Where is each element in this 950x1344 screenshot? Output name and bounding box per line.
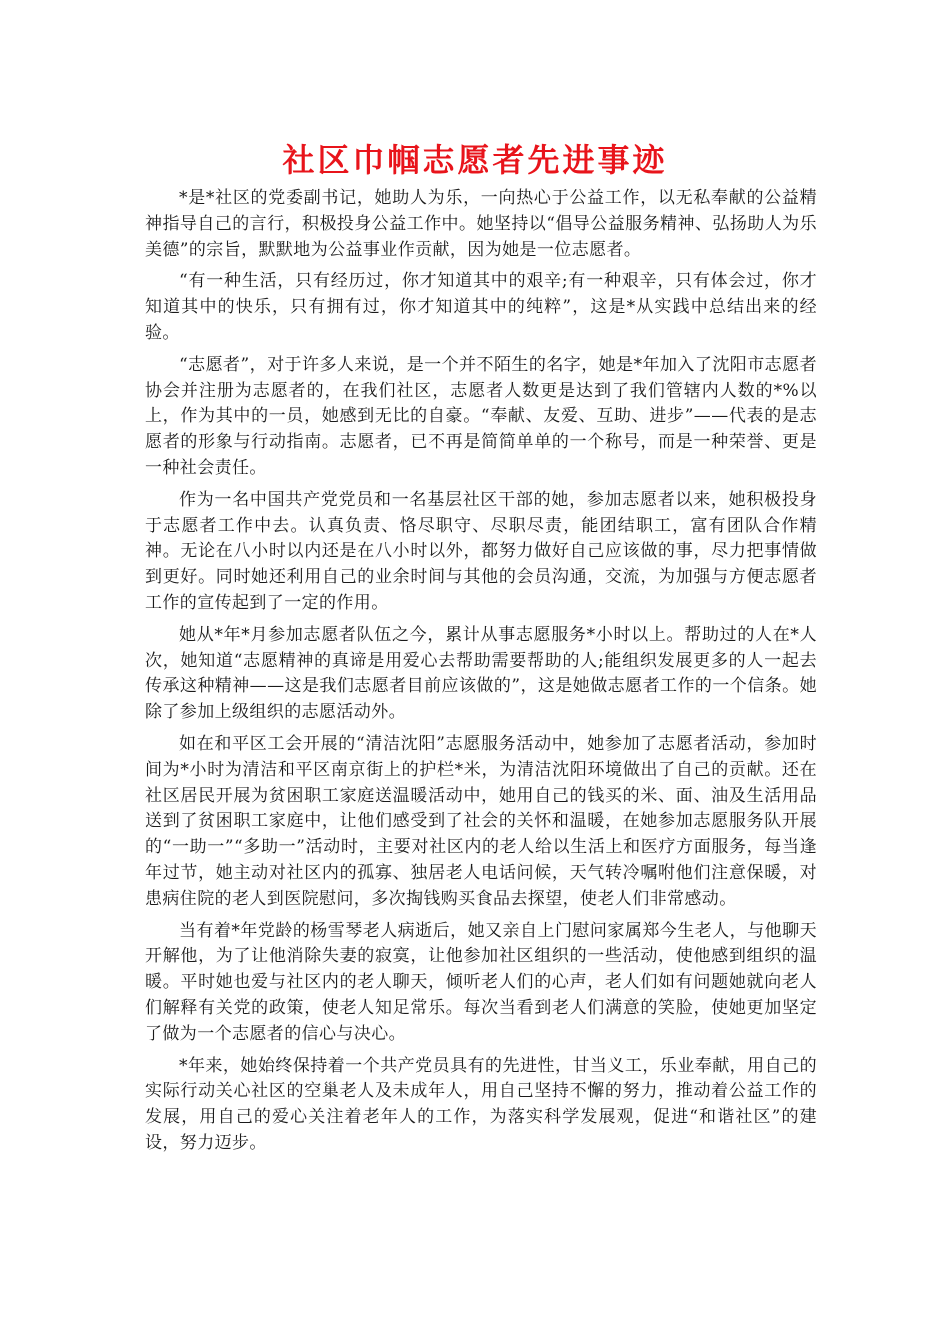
paragraph-2: “有一种生活，只有经历过，你才知道其中的艰辛;有一种艰辛，只有体会过，你才知道其中的快乐，只有拥有过，你才知道其中的纯粹”，这是*从实践中总结出来的经验。	[145, 271, 817, 343]
paragraph-1: *是*社区的党委副书记，她助人为乐，一向热心于公益工作，以无私奉献的公益精神指导自己的言行，积极投身公益工作中。她坚持以“倡导公益服务精神、弘扬助人为乐美德”的宗旨，默默地为公益事业作贡献，因为她是一位志愿者。	[145, 188, 817, 260]
paragraph-8: *年来，她始终保持着一个共产党员具有的先进性，甘当义工，乐业奉献，用自己的实际行动关心社区的空巢老人及未成年人，用自己坚持不懈的努力，推动着公益工作的发展，用自己的爱心关注着老年人的工作，为落实科学发展观，促进“和谐社区”的建设，努力迈步。	[145, 1055, 817, 1153]
document-body	[145, 186, 817, 1163]
document-title: 社区巾帼志愿者先进事迹	[282, 141, 668, 179]
paragraph-3: “志愿者”，对于许多人来说，是一个并不陌生的名字，她是*年加入了沈阳市志愿者协会并注册为志愿者的，在我们社区，志愿者人数更是达到了我们管辖内人数的*%以上，作为其中的一员，她感到无比的自豪。“奉献、友爱、互助、进步”——代表的是志愿者的形象与行动指南。志愿者，已不再是简简单单的一个称号，而是一种荣誉、更是一种社会责任。	[145, 354, 817, 478]
paragraph-4: 作为一名中国共产党党员和一名基层社区干部的她，参加志愿者以来，她积极投身于志愿者工作中去。认真负责、恪尽职守、尽职尽责，能团结职工，富有团队合作精神。无论在八小时以内还是在八小时以外，都努力做好自己应该做的事，尽力把事情做到更好。同时她还利用自己的业余时间与其他的会员沟通，交流，为加强与方便志愿者工作的宣传起到了一定的作用。	[145, 489, 817, 613]
paragraph-6: 如在和平区工会开展的“清洁沈阳”志愿服务活动中，她参加了志愿者活动，参加时间为*小时为清洁和平区南京街上的护栏*米，为清洁沈阳环境做出了自己的贡献。还在社区居民开展为贫困职工家庭送温暖活动中，她用自己的钱买的米、面、油及生活用品送到了贫困职工家庭中，让他们感受到了社会的关怀和温暖，在她参加志愿服务队开展的“一助一”“多助一”活动时，主要对社区内的老人给以生活上和医疗方面服务，每当逢年过节，她主动对社区内的孤寡、独居老人电话问候，天气转冷嘱咐他们注意保暖，对患病住院的老人到医院慰问，多次掏钱购买食品去探望，使老人们非常感动。	[145, 733, 817, 909]
paragraph-5: 她从*年*月参加志愿者队伍之今，累计从事志愿服务*小时以上。帮助过的人在*人次，她知道“志愿精神的真谛是用爱心去帮助需要帮助的人;能组织发展更多的人一起去传承这种精神——这是我们志愿者目前应该做的”，这是她做志愿者工作的一个信条。她除了参加上级组织的志愿活动外。	[145, 624, 817, 723]
paragraph-7: 当有着*年党龄的杨雪琴老人病逝后，她又亲自上门慰问家属郑今生老人，与他聊天开解他，为了让他消除失妻的寂寞，让他参加社区组织的一些活动，使他感到组织的温暖。平时她也爱与社区内的老人聊天，倾听老人们的心声，老人们如有问题她就向老人们解释有关党的政策，使老人知足常乐。每次当看到老人们满意的笑脸，使她更加坚定了做为一个志愿者的信心与决心。	[145, 920, 817, 1044]
